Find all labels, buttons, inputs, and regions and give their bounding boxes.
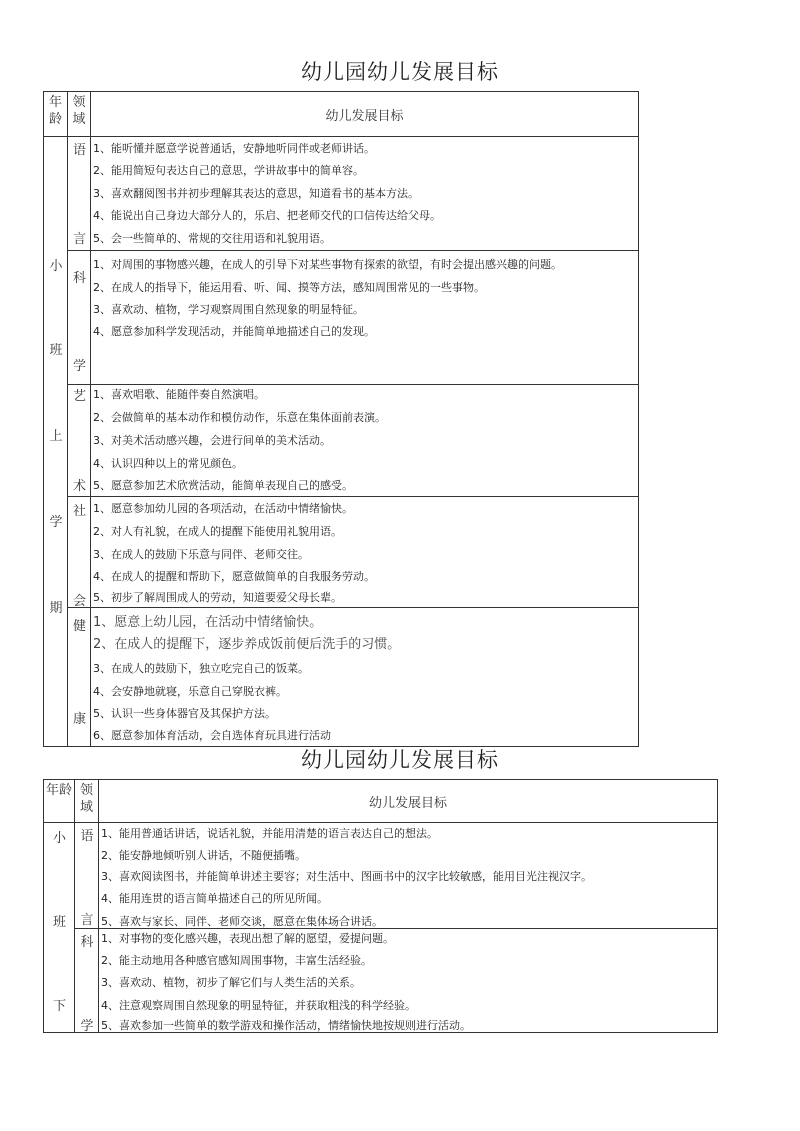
list-item: 1、愿意参加幼儿园的各项活动，在活动中情绪愉快。 bbox=[93, 502, 353, 515]
list-item: 5、愿意参加艺术欣赏活动，能简单表现自己的感受。 bbox=[93, 479, 353, 492]
list-item: 1、愿意上幼儿园，在活动中情绪愉快。 bbox=[93, 615, 323, 630]
list-item: 1、对事物的变化感兴趣，表现出想了解的愿望，爱提问题。 bbox=[101, 932, 394, 945]
list-item: 2、能用简短句表达自己的意思，学讲故事中的简单容。 bbox=[93, 164, 364, 177]
age-cell: 小 班 上 学 期 bbox=[44, 137, 68, 747]
header-age: 年龄 bbox=[44, 92, 68, 137]
header-goal: 幼儿发展目标 bbox=[91, 92, 639, 137]
list-item: 3、喜欢阅读图书，并能简单讲述主要容；对生活中、图画书中的汉字比较敏感，能用目光注视汉字。 bbox=[101, 870, 592, 883]
list-item: 2、在成人的提醒下，逐步养成饭前便后洗手的习惯。 bbox=[93, 637, 401, 652]
list-item: 1、能听懂并愿意学说普通话，安静地听同伴或老师讲话。 bbox=[93, 142, 375, 155]
section-health bbox=[91, 608, 639, 747]
list-item: 3、在成人的鼓励下乐意与同伴、老师交往。 bbox=[93, 548, 309, 561]
goals-table-2 bbox=[43, 779, 718, 1033]
domain-language: 语 言 bbox=[68, 137, 91, 251]
age-cell: 小 班 下 bbox=[44, 823, 75, 1033]
list-item: 3、喜欢翻阅图书并初步理解其表达的意思，知道看书的基本方法。 bbox=[93, 187, 419, 200]
domain-science: 科 学 bbox=[75, 929, 99, 1033]
list-item: 5、喜欢与家长、同伴、老师交谈，愿意在集体场合讲话。 bbox=[101, 915, 383, 928]
header-goal: 幼儿发展目标 bbox=[99, 780, 718, 823]
list-item: 2、会做简单的基本动作和模仿动作，乐意在集体面前表演。 bbox=[93, 411, 386, 424]
section-art bbox=[91, 385, 639, 497]
list-item: 5、会一些简单的、常规的交往用语和礼貌用语。 bbox=[93, 232, 331, 245]
list-item: 3、喜欢动、植物，初步了解它们与人类生活的关系。 bbox=[101, 976, 361, 989]
page-title-2: 幼儿园幼儿发展目标 bbox=[301, 748, 499, 772]
list-item: 3、对美术活动感兴趣，会进行间单的美术活动。 bbox=[93, 434, 331, 447]
list-item: 4、会安静地就寝，乐意自己穿脱衣裤。 bbox=[93, 685, 287, 698]
domain-health: 健 康 bbox=[68, 608, 91, 747]
domain-art: 艺 术 bbox=[68, 385, 91, 497]
page-title: 幼儿园幼儿发展目标 bbox=[301, 60, 499, 84]
section-science bbox=[91, 251, 639, 385]
list-item: 4、能用连贯的语言简单描述自己的所见所闻。 bbox=[101, 892, 328, 905]
list-item: 5、初步了解周围成人的劳动，知道要爱父母长辈。 bbox=[93, 591, 342, 604]
list-item: 4、愿意参加科学发现活动，并能简单地描述自己的发现。 bbox=[93, 325, 375, 338]
list-item: 1、能用普通话讲话，说话礼貌，并能用清楚的语言表达自己的想法。 bbox=[101, 827, 438, 840]
domain-social: 社 会 bbox=[68, 497, 91, 608]
list-item: 2、能安静地倾听别人讲话，不随便插嘴。 bbox=[101, 849, 306, 862]
header-age: 年龄 bbox=[44, 780, 75, 823]
list-item: 3、在成人的鼓励下，独立吃完自己的饭菜。 bbox=[93, 662, 309, 675]
list-item: 2、对人有礼貌，在成人的提醒下能使用礼貌用语。 bbox=[93, 525, 342, 538]
header-domain: 领域 bbox=[75, 780, 99, 823]
list-item: 1、对周围的事物感兴趣，在成人的引导下对某些事物有探索的欲望，有时会提出感兴趣的问题。 bbox=[93, 258, 562, 271]
list-item: 5、喜欢参加一些简单的数学游戏和操作活动，情绪愉快地按规则进行活动。 bbox=[101, 1019, 471, 1032]
list-item: 1、喜欢唱歌、能随伴奏自然演唱。 bbox=[93, 388, 265, 401]
section-social bbox=[91, 497, 639, 608]
list-item: 3、喜欢动、植物，学习观察周围自然现象的明显特征。 bbox=[93, 303, 364, 316]
section-science bbox=[99, 929, 718, 1033]
list-item: 4、在成人的提醒和帮助下，愿意做简单的自我服务劳动。 bbox=[93, 570, 375, 583]
domain-science: 科 学 bbox=[68, 251, 91, 385]
list-item: 5、认识一些身体器官及其保护方法。 bbox=[93, 707, 276, 720]
goals-table-1 bbox=[43, 91, 639, 747]
list-item: 2、能主动地用各种感官感知周围事物，丰富生活经验。 bbox=[101, 954, 372, 967]
section-language bbox=[91, 137, 639, 251]
header-domain: 领域 bbox=[68, 92, 91, 137]
domain-language: 语 言 bbox=[75, 823, 99, 929]
list-item: 2、在成人的指导下，能运用看、听、闻、摸等方法，感知周围常见的一些事物。 bbox=[93, 281, 485, 294]
list-item: 4、注意观察周围自然现象的明显特征，并获取粗浅的科学经验。 bbox=[101, 999, 416, 1012]
section-language bbox=[99, 823, 718, 929]
list-item: 4、能说出自己身边大部分人的，乐启、把老师交代的口信传达给父母。 bbox=[93, 209, 441, 222]
list-item: 4、认识四种以上的常见颜色。 bbox=[93, 457, 243, 470]
list-item: 6、愿意参加体育活动，会自选体育玩具进行活动 bbox=[93, 729, 331, 742]
